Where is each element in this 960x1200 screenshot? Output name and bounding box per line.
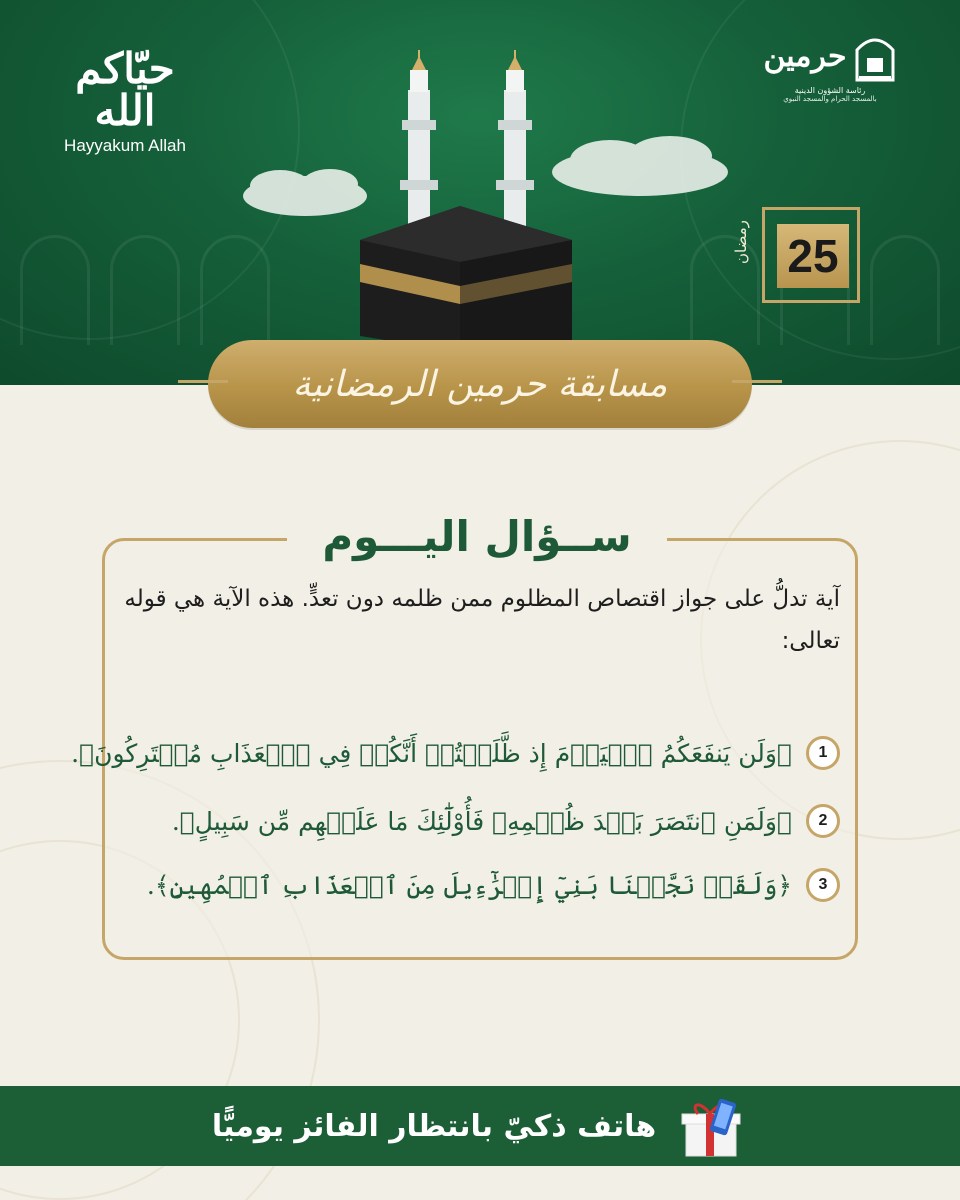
option-number-badge: 2: [806, 804, 840, 838]
option-verse: ﴿وَلَن يَنفَعَكُمُ ٱلۡيَوۡمَ إِذ ظَّلَمۡتُمۡ أَنَّكُمۡ فِي ٱلۡعَذَابِ مُشۡتَرِكُونَ﴾.: [71, 738, 792, 768]
option-2[interactable]: [172, 804, 840, 838]
gift-phone-icon: [678, 1094, 748, 1158]
prize-footer: [0, 1086, 960, 1166]
option-verse: ﴿وَلَقَدۡ نَجَّيۡنَا بَنِيٓ إِسۡرَٰٓءِيلَ مِنَ ٱلۡعَذَابِ ٱلۡمُهِينِ﴾.: [146, 870, 792, 900]
option-verse: ﴿وَلَمَنِ ٱنتَصَرَ بَعۡدَ ظُلۡمِهِۦ فَأُوْلَٰٓئِكَ مَا عَلَيۡهِم مِّن سَبِيلٍ﴾.: [171, 806, 792, 836]
option-number-badge: 1: [806, 736, 840, 770]
question-heading: ســؤال اليـــوم: [322, 511, 632, 561]
day-badge: [762, 207, 860, 303]
mosque-emblem-icon: [853, 30, 897, 82]
question-heading-box: [287, 505, 667, 567]
logo-latin-text: Hayyakum Allah: [64, 136, 186, 155]
prize-text: هاتف ذكيّ بانتظار الفائز يوميًّا: [211, 1108, 657, 1144]
option-3[interactable]: [147, 868, 840, 902]
haramain-logo: [755, 30, 905, 103]
logo-arabic-text: حيّاكم الله: [75, 44, 175, 135]
presidency-text: رئاسة الشؤون الدينية: [794, 86, 866, 95]
haramain-logo-text: حرمين: [763, 38, 847, 74]
competition-title: مسابقة حرمين الرمضانية: [292, 363, 668, 405]
header-banner: [0, 0, 960, 385]
day-number: 25: [777, 224, 849, 288]
hayyakum-allah-logo: [50, 44, 200, 156]
option-1[interactable]: [71, 736, 840, 770]
month-label: رمضان: [732, 220, 750, 264]
competition-title-banner: [208, 340, 752, 428]
question-text: آية تدلُّ على جواز اقتصاص المظلوم ممن ظلمه دون تعدٍّ. هذه الآية هي قوله تعالى:: [124, 586, 840, 654]
mosques-text: بالمسجد الحرام والمسجد النبوي: [783, 95, 877, 103]
option-number-badge: 3: [806, 868, 840, 902]
